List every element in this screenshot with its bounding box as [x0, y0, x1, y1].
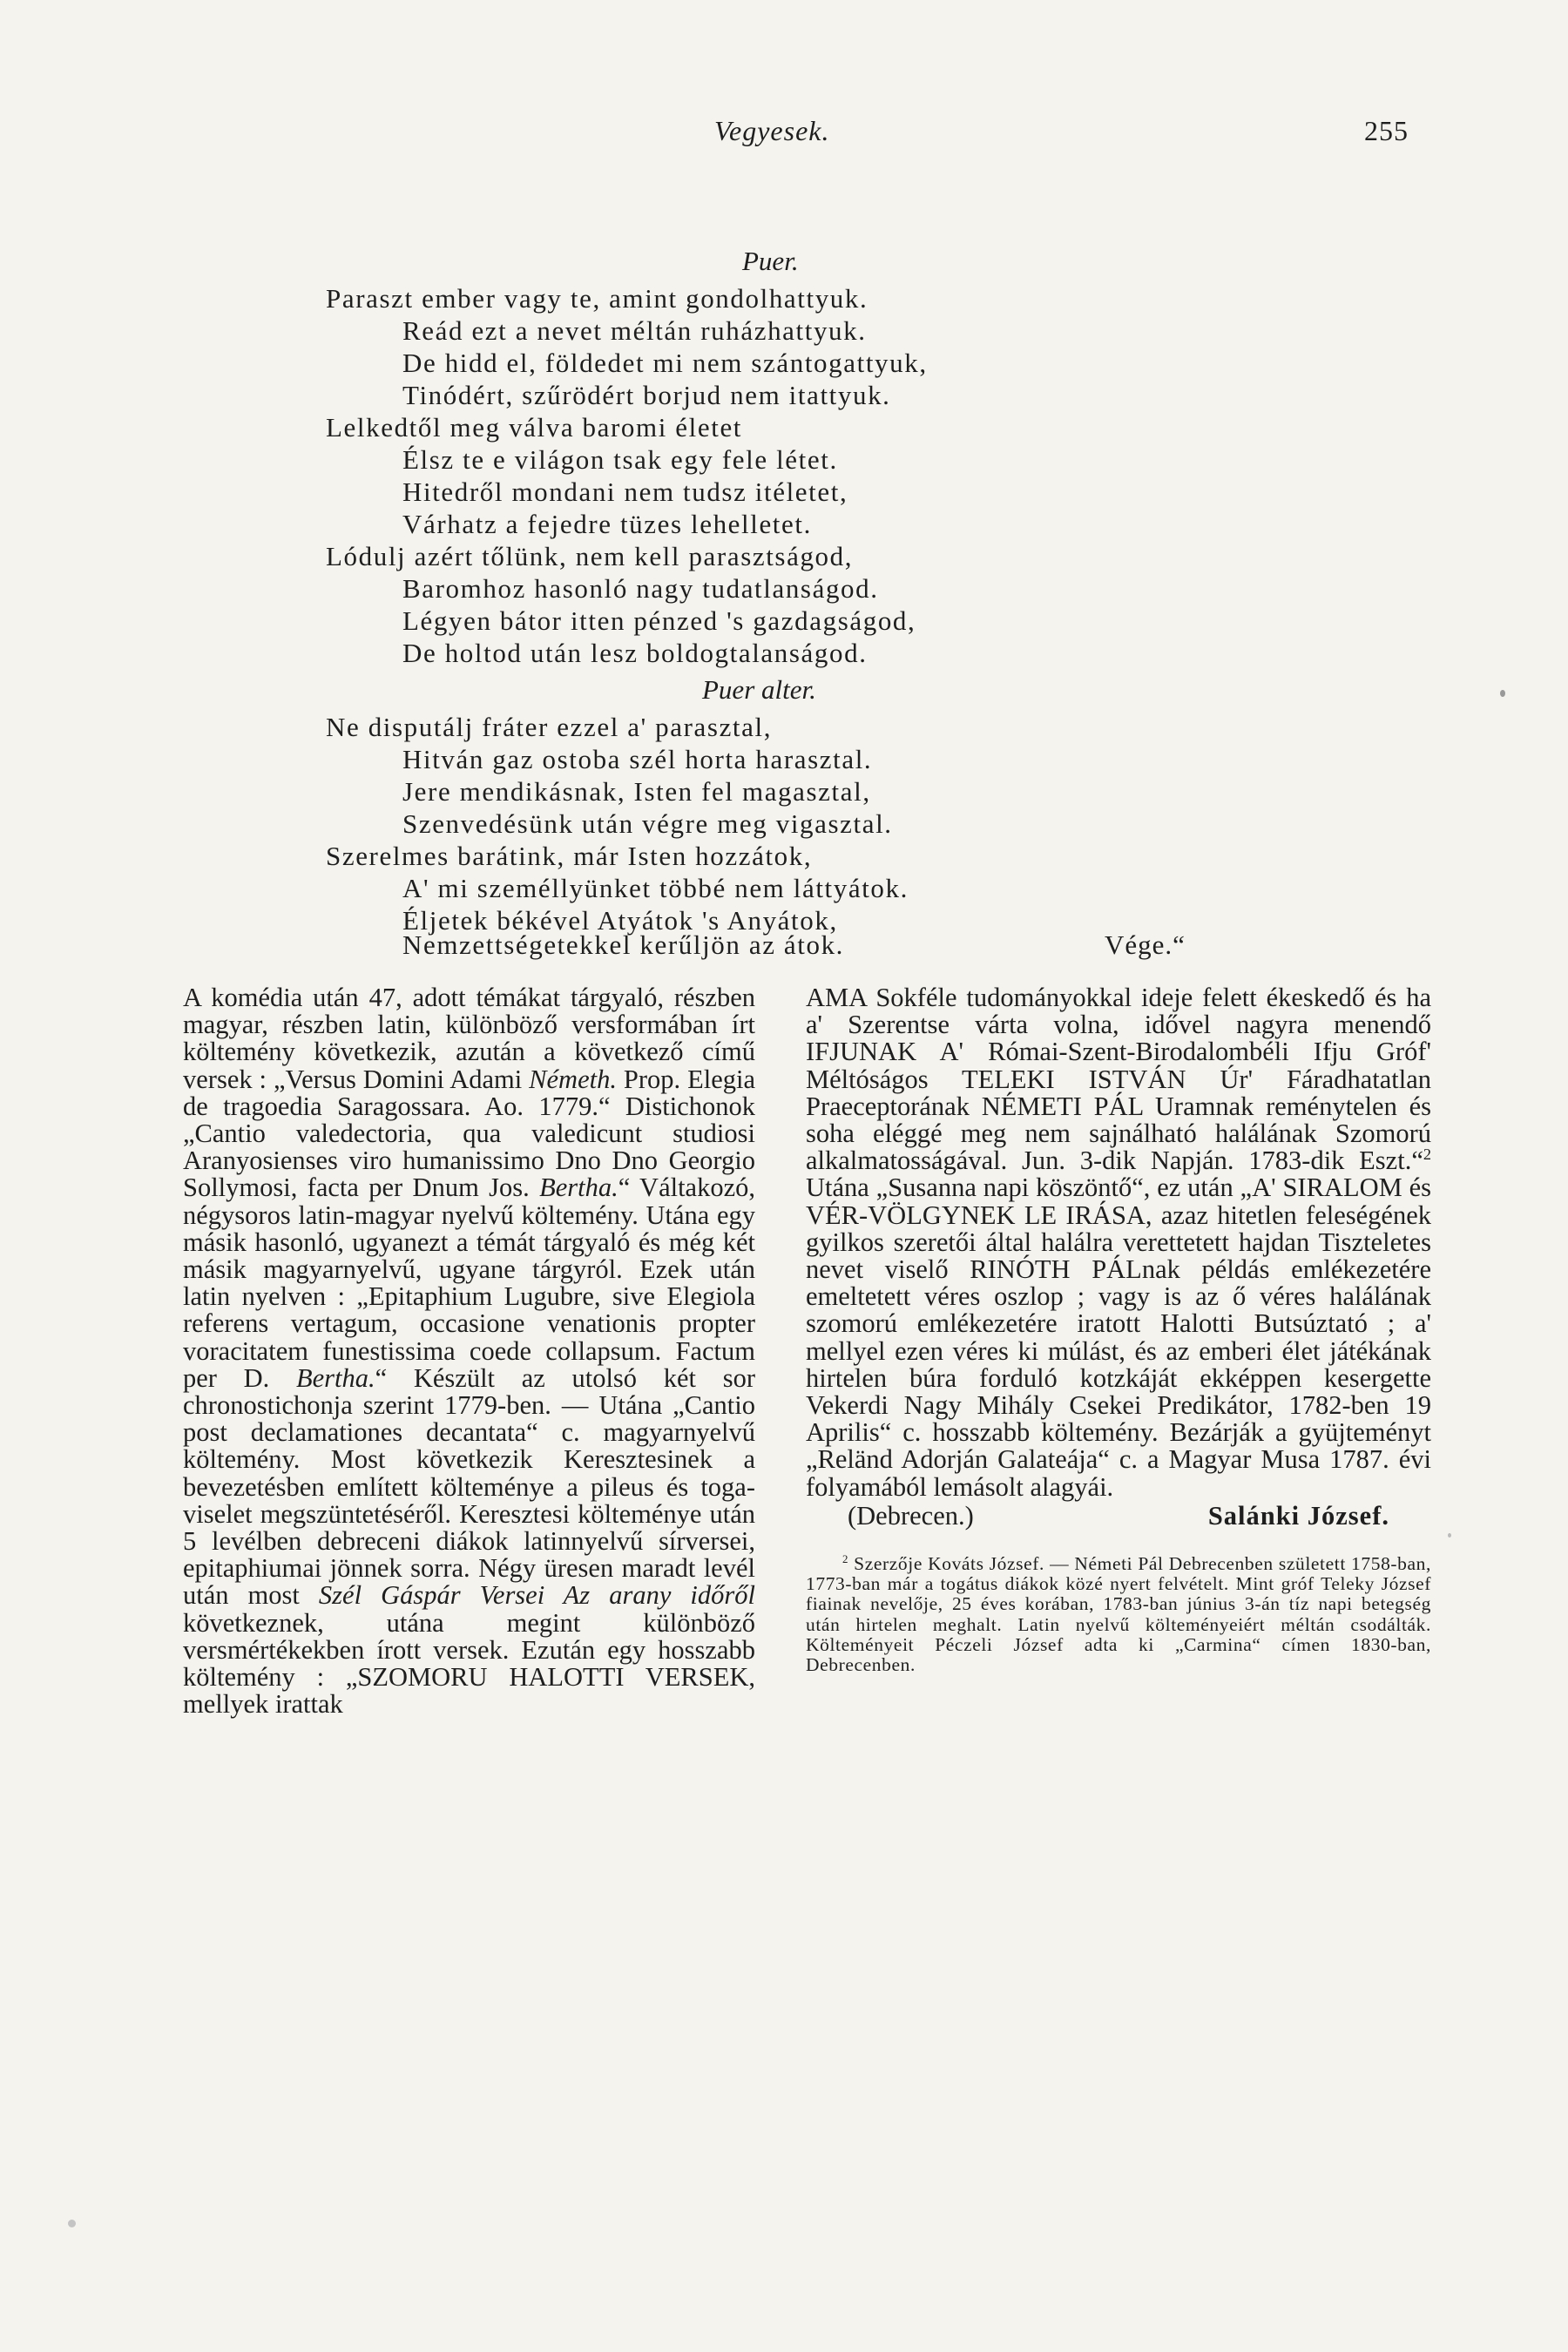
- poem-line: Szenvedésünk után végre meg vigasztal.: [402, 808, 893, 839]
- poem-heading-puer: Puer.: [742, 246, 799, 276]
- italic-name: Bertha.: [295, 1362, 375, 1393]
- poem-line: Ne disputálj fráter ezzel a' parasztal,: [326, 712, 773, 742]
- left-column: [183, 984, 755, 1718]
- poem-line: De holtod után lesz boldogtalanságod.: [402, 638, 868, 668]
- signature-place: (Debrecen.): [848, 1500, 974, 1531]
- paper-speck: [68, 2220, 76, 2227]
- poem-line: Lelkedtől meg válva baromi életet: [326, 412, 743, 443]
- right-column-paragraph: [806, 984, 1431, 1501]
- paper-speck: [1500, 690, 1505, 697]
- poem-line: Várhatz a fejedre tüzes lehelletet.: [402, 509, 812, 539]
- poem-line: De hidd el, földedet mi nem szántogattyuk,: [402, 348, 928, 378]
- poem-line: Hitedről mondani nem tudsz itéletet,: [402, 476, 848, 507]
- poem-line: Jere mendikásnak, Isten fel magasztal,: [402, 776, 871, 807]
- poem-line: Légyen bátor itten pénzed 's gazdagságod,: [402, 605, 916, 636]
- page-number: 255: [1364, 115, 1409, 146]
- paper-speck: [1448, 1533, 1451, 1538]
- poem-line: Tinódért, szűrödért borjud nem itattyuk.: [402, 380, 891, 410]
- poem-heading-puer-alter: Puer alter.: [702, 674, 816, 705]
- text-run: Utána „Susanna napi köszöntő“, ez után „A' SIRALOM és VÉR-VÖLGYNEK LE IRÁSA, azaz hitetlen feleségének gyilkos szeretői által halálra verettetett hajdan Tiszteletes nevet viselő RINÓTH PÁLnak példás emlékezetére emeltetett véres oszlop ; vagy is az ő véres halálának szomorú emlékezetére iratott Halotti Butsúztató ; a' mellyel ezen véres ki múlást, és az emberi élet játékának hirtelen búra forduló kotzkáját ekképpen kesergette Vekerdi Nagy Mihály Csekei Predikátor, 1782-ben 19 Aprilis“ c. hosszabb költemény. Bezárják a gyüjteményt „Reländ Adorján Galateája“ c. a Magyar Musa 1787. évi folyamából lemásolt alagyái.: [806, 1173, 1431, 1502]
- poem-line: Hitván gaz ostoba szél horta harasztal.: [402, 744, 873, 774]
- footnote-reference: 2: [1423, 1146, 1431, 1164]
- footnote: [806, 1554, 1431, 1675]
- poem-line: A' mi személlyünket többé nem láttyátok.: [402, 873, 909, 903]
- footnote-text: Szerzője Kováts József. — Németi Pál Debrecenben született 1758-ban, 1773-ban már a togátus diákok közé nyert felvételt. Mint gróf Teleky József fiainak nevelője, 25 éves korában, 1783-ban június 3-án tíz napi betegség után hirtelen meghalt. Latin nyelvű költeményeiért méltán csodálták. Költeményeit Péczeli József adta ki „Carmina“ címen 1830-ban, Debrecenben.: [806, 1553, 1431, 1676]
- text-run: AMA Sokféle tudományokkal ideje felett ékeskedő és ha a' Szerentse várta volna, idővel nagyra menendő IFJUNAK A' Római-Szent-Birodalombéli Ifju Gróf' Méltóságos TELEKI ISTVÁN Úr' Fáradhatatlan Praeceptorának NÉMETI PÁL Uramnak reménytelen és soha eléggé meg nem sajnálható halálának Szomorú alkalmatosságával. Jun. 3-dik Napján. 1783-dik Eszt.“: [806, 983, 1431, 1176]
- poem-line: Szerelmes barátink, már Isten hozzátok,: [326, 841, 813, 871]
- italic-title: Szél Gáspár Versei Az arany időről: [318, 1580, 755, 1611]
- text-run: Prop. Elegia de tragoedia Saragossara. Ao. 1779.“ Distichonok „Cantio valedectoria, qua valedicunt studiosi Aranyosienses viro humanissimo Dno Dno Georgio Sollymosi, facta per Dnum Jos.: [183, 1064, 755, 1203]
- text-run: “ Váltakozó, négysoros latin-magyar nyelvű költemény. Utána egy másik hasonló, ugyanezt a témát tárgyaló és még két másik magyarnyelvű, ugyane tárgyról. Ezek után latin nyelven : „Epitaphium Lugubre, sive Elegiola referens vertagum, occasione venationis propter voracitatem funestissima coede collapsum. Factum per D.: [183, 1173, 755, 1393]
- text-run: következnek, utána megint különböző versmértékekben írott versek. Ezután egy hosszabb költemény : „SZOMORU HALOTTI VERSEK, mellyek irattak: [183, 1607, 755, 1720]
- italic-name: Bertha.: [539, 1173, 618, 1203]
- poem-line: Élsz te e világon tsak egy fele létet.: [402, 444, 838, 475]
- poem-line: Paraszt ember vagy te, amint gondolhattyuk.: [326, 283, 868, 314]
- footnote-marker: 2: [842, 1552, 849, 1565]
- poem-end-word: Vége.“: [1105, 929, 1186, 960]
- left-column-paragraph: [183, 984, 755, 1718]
- text-run: A komédia után 47, adott témákat tárgyaló, részben magyar, részben latin, különböző versformában írt költemény következik, azután a következő című versek : „Versus Domini Adami: [183, 983, 755, 1094]
- poem-line: Lódulj azért tőlünk, nem kell parasztságod,: [326, 541, 854, 571]
- poem-line: Baromhoz hasonló nagy tudatlanságod.: [402, 573, 879, 604]
- signature-line: [806, 1500, 1431, 1531]
- poem-line: Reád ezt a nevet méltán ruházhattyuk.: [402, 315, 867, 346]
- italic-name: Németh.: [529, 1064, 617, 1094]
- signature-author: Salánki József.: [1207, 1500, 1389, 1531]
- text-run: “ Készült az utolsó két sor chronostichonja szerint 1779-ben. — Utána „Cantio post declamationes decantata“ c. magyarnyelvű költemény. Most következik Keresztesinek a bevezetésben említett költeménye a pileus és toga-viselet megszüntetéséről. Keresztesi költeménye után 5 levélben debreceni diákok latinnyelvű sírversei, epitaphiumai jönnek sorra. Négy üresen maradt levél után most: [183, 1362, 755, 1611]
- right-column: [806, 984, 1431, 1675]
- poem-line: Éljetek békével Atyátok 's Anyátok,: [402, 905, 838, 936]
- header-running-title: Vegyesek.: [714, 115, 830, 146]
- poem-line: Nemzettségetekkel kerűljön az átok.: [402, 929, 845, 960]
